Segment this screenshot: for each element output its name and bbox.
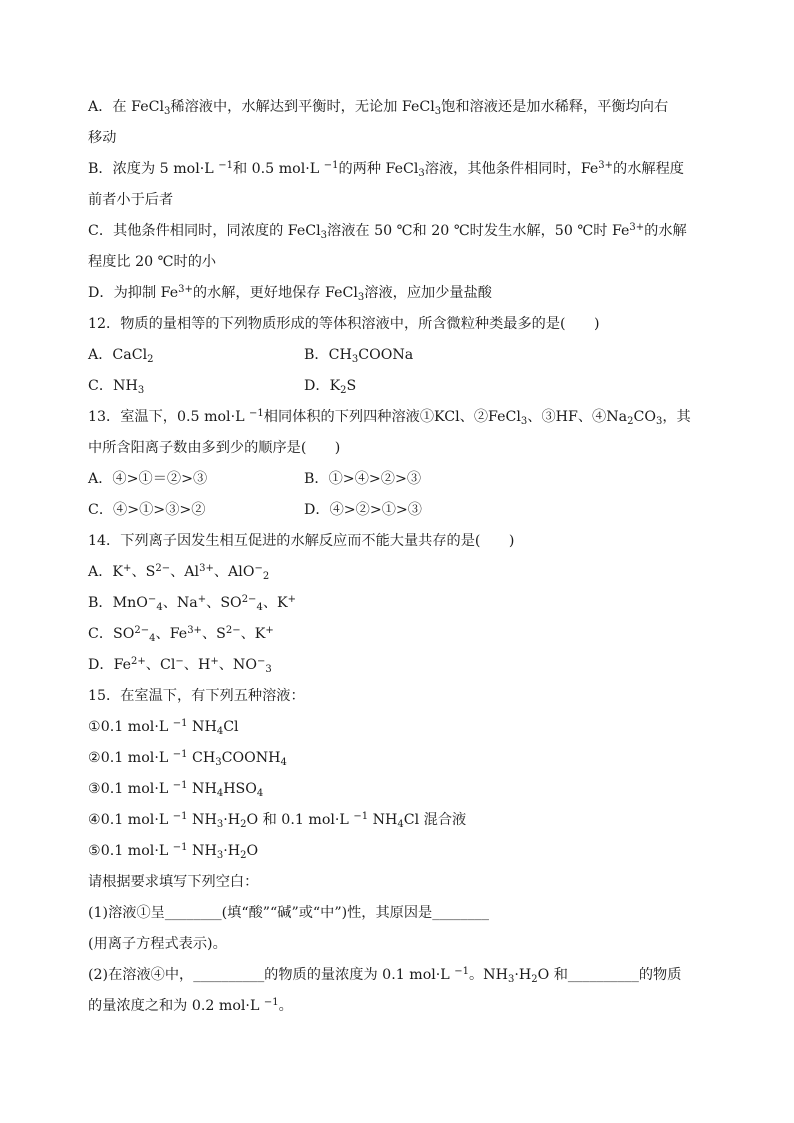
text-line: ①0.1 mol·L $^{-1}$ $NH_4Cl$: [88, 718, 239, 737]
option-text: D．④>②>①>③: [304, 502, 422, 518]
option-text: C．$NH_3$: [88, 378, 145, 396]
text-line: (2)在溶液④中，__________的物质的量浓度为 0.1 mol·L $^{-1}$。$NH_3\cdot H_2O$ 和__________的物质: [88, 966, 682, 985]
text-line: D．为抑制 $Fe^{3+}$的水解，更好地保存 FeCl$_3$溶液，应加少量盐酸: [88, 284, 492, 303]
text-line: 15．在室温下，有下列五种溶液：: [88, 688, 305, 704]
text-line: 中所含阳离子数由多到少的顺序是( ): [88, 440, 341, 456]
text-line: B．浓度为 5 mol·L $^{-1}$和 0.5 mol·L $^{-1}$的两种 FeCl$_3$溶液，其他条件相同时，$Fe^{3+}$的水解程度: [88, 160, 684, 179]
option-text: C．④>①>③>②: [88, 502, 206, 518]
text-line: 请根据要求填写下列空白：: [88, 874, 259, 890]
option-row: [88, 340, 728, 371]
option-row: [88, 495, 728, 526]
text-line: (1)溶液①呈________(填“酸”“碱”或“中”)性，其原因是________: [88, 905, 489, 921]
text-line: 移动: [88, 130, 117, 146]
text-line: ②0.1 mol·L $^{-1}$ $CH_3COONH_4$: [88, 749, 287, 768]
text-line: 的量浓度之和为 0.2 mol·L $^{-1}$。: [88, 997, 293, 1014]
option-text: B．$CH_3COONa$: [304, 347, 414, 365]
text-line: 12．物质的量相等的下列物质形成的等体积溶液中，所含微粒种类最多的是( ): [88, 316, 600, 332]
text-line: C．其他条件相同时，同浓度的 FeCl$_3$溶液在 50 ℃和 20 ℃时发生水解，50 ℃时 $Fe^{3+}$的水解: [88, 222, 687, 241]
text-line: D．$Fe^{2+}$、Cl−、H+、$NO^-_3$: [88, 656, 272, 675]
text-line: ⑤0.1 mol·L $^{-1}$ $NH_3\cdot H_2O$: [88, 842, 259, 861]
option-row: [88, 371, 728, 402]
text-line: 程度比 20 ℃时的小: [88, 254, 217, 270]
option-text: A．CaCl$_2$: [88, 347, 154, 365]
text-line: ④0.1 mol·L $^{-1}$ $NH_3\cdot H_2O$ 和 0.1 mol·L $^{-1}$ $NH_4Cl$ 混合液: [88, 811, 467, 830]
option-text: A．④>①＝②>③: [88, 471, 208, 487]
text-line: 前者小于后者: [88, 192, 174, 208]
document-body: [88, 92, 728, 1022]
option-text: D．$K_2S$: [304, 378, 357, 396]
text-line: C．$SO^{2-}_4$、$Fe^{3+}$、$S^{2-}$、K+: [88, 625, 274, 644]
option-row: [88, 464, 728, 495]
text-line: B．MnO−$_4$、Na+、$SO^{2-}_4$、K+: [88, 594, 296, 613]
text-line: 13．室温下，0.5 mol·L $^{-1}$相同体积的下列四种溶液①KCl、②FeCl$_3$、③HF、$④Na_2CO_3$，其: [88, 408, 691, 427]
option-text: B．①>④>②>③: [304, 471, 422, 487]
text-line: (用离子方程式表示)。: [88, 936, 227, 952]
text-line: 14．下列离子因发生相互促进的水解反应而不能大量共存的是( ): [88, 533, 515, 549]
text-line: A．在 FeCl$_3$稀溶液中，水解达到平衡时，无论加 FeCl$_3$饱和溶液还是加水稀释，平衡均向右: [88, 99, 669, 117]
text-line: ③0.1 mol·L $^{-1}$ $NH_4HSO_4$: [88, 780, 264, 799]
text-line: A．K+、$S^{2-}$、$Al^{3+}$、AlO−$_2$: [88, 563, 270, 582]
